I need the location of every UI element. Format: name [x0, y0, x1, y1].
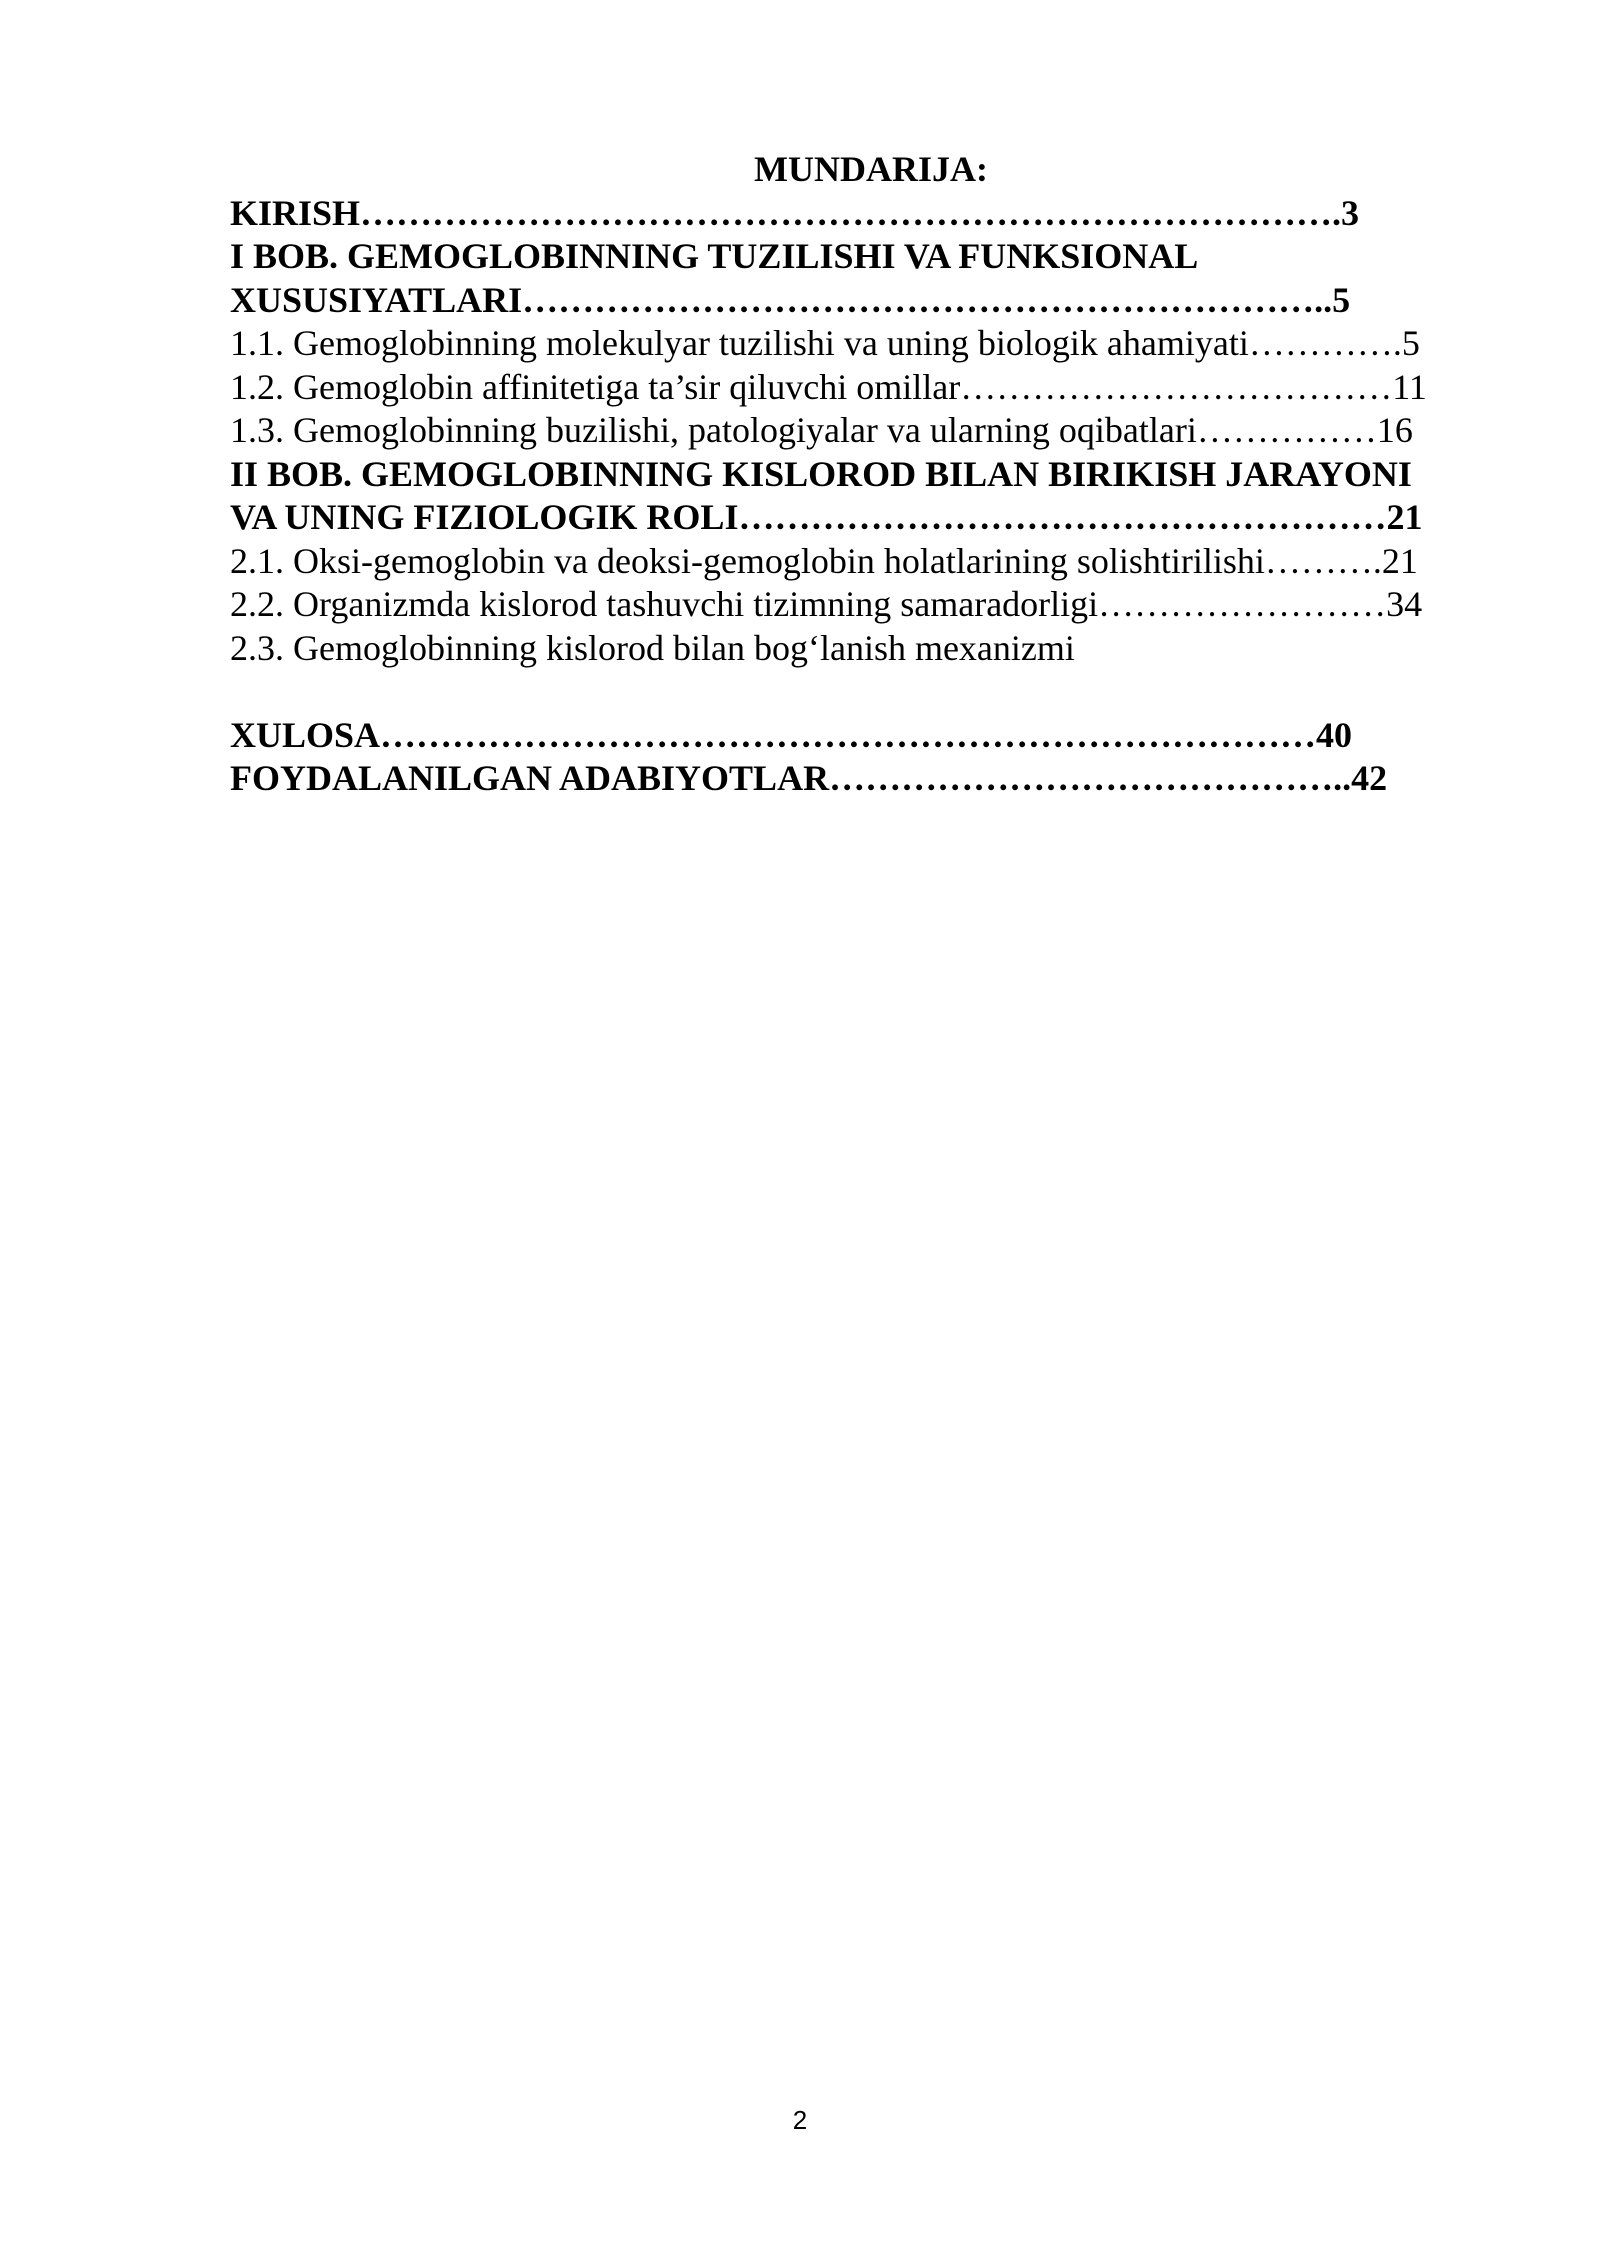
toc-entry-kirish: KIRISH……………………………………………………………………….3 — [230, 192, 1360, 233]
toc-section-1-1: 1.1. Gemoglobinning molekulyar tuzilishi va uning biologik ahamiyati………….5 — [230, 323, 1420, 363]
toc-section-2-2: 2.2. Organizmda kislorod tashuvchi tizimning samaradorligi……………………34 — [230, 584, 1423, 624]
page-number: 2 — [792, 2105, 808, 2135]
table-of-contents — [230, 148, 1490, 801]
toc-section-1-2: 1.2. Gemoglobin affinitetiga ta’sir qiluvchi omillar………………………………11 — [230, 366, 1427, 407]
toc-chapter-2-line-1: II BOB. GEMOGLOBINNING KISLOROD BILAN BIRIKISH JARAYONI — [230, 453, 1412, 494]
toc-section-2-1: 2.1. Oksi-gemoglobin va deoksi-gemoglobin holatlarining solishtirilishi……….21 — [230, 540, 1418, 581]
toc-chapter-1-line-2: XUSUSIYATLARI…………………………………………………………..5 — [230, 279, 1351, 320]
toc-entry-references: FOYDALANILGAN ADABIYOTLAR……………………………………..42 — [230, 758, 1388, 798]
toc-title: MUNDARIJA: — [754, 149, 988, 189]
toc-spacer — [230, 670, 1490, 714]
toc-section-1-3: 1.3. Gemoglobinning buzilishi, patologiyalar va ularning oqibatlari……………16 — [230, 410, 1413, 450]
toc-entry-xulosa: XULOSA……………………………………………………………………40 — [230, 714, 1353, 755]
toc-chapter-2-line-2: VA UNING FIZIOLOGIK ROLI………………………………………………21 — [230, 497, 1423, 537]
toc-section-2-3: 2.3. Gemoglobinning kislorod bilan bog‘lanish mexanizmi — [230, 627, 1075, 668]
toc-chapter-1-line-1: I BOB. GEMOGLOBINNING TUZILISHI VA FUNKSIONAL — [230, 236, 1199, 276]
